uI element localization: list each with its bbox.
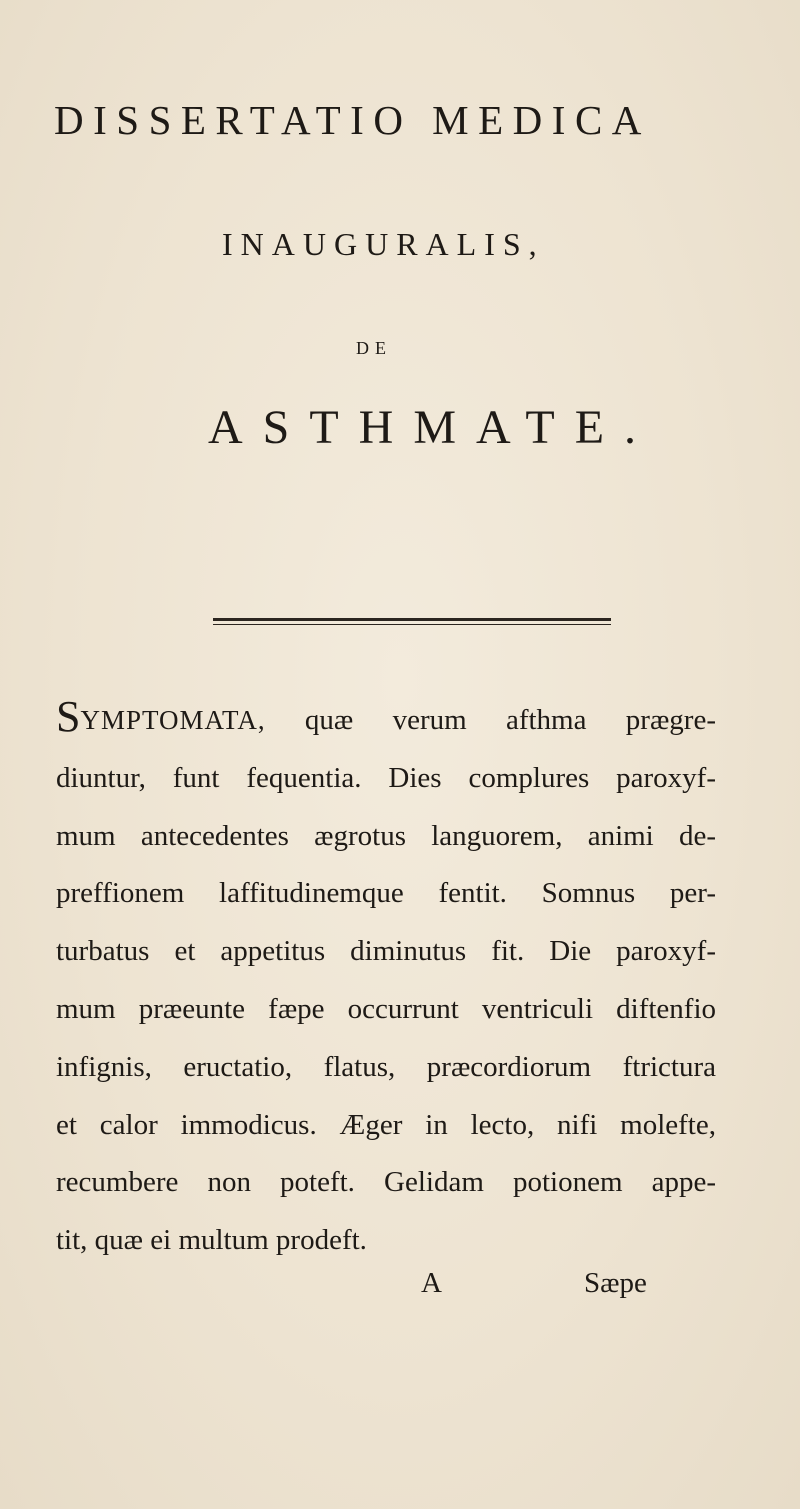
- title-de: DE: [356, 338, 392, 358]
- body-line-9: recumbere non poteft. Gelidam potionem appe-: [56, 1166, 716, 1199]
- body-line-4: preffionem laffitudinemque fentit. Somnus per-: [56, 877, 716, 910]
- body-line-5: turbatus et appetitus diminutus fit. Die paroxyf-: [56, 935, 716, 968]
- body-line-8: et calor immodicus. Æger in lecto, nifi molefte,: [56, 1108, 716, 1141]
- title-asthmate: ASTHMATE.: [208, 401, 657, 454]
- double-rule-divider: [213, 618, 611, 625]
- first-word: YMPTOMATA,: [80, 705, 266, 735]
- body-line-3: mum antecedentes ægrotus languorem, animi de-: [56, 819, 716, 852]
- body-paragraph: [56, 692, 716, 1270]
- body-line-7: infignis, eructatio, flatus, præcordiorum ftrictura: [56, 1050, 716, 1083]
- body-line-6: mum præeunte fæpe occurrunt ventriculi diftenfio: [56, 992, 716, 1025]
- body-line-1: [56, 692, 716, 750]
- catchword: Sæpe: [584, 1267, 647, 1299]
- drop-cap: S: [56, 692, 81, 741]
- title-inauguralis: INAUGURALIS,: [222, 226, 545, 262]
- body-line-10: tit, quæ ei multum prodeft.: [56, 1224, 367, 1257]
- signature-mark: A: [421, 1267, 442, 1299]
- body-line-1-text: quæ verum afthma prægre-: [304, 704, 716, 736]
- title-dissertatio-medica: DISSERTATIO MEDICA: [54, 97, 651, 143]
- body-line-2: diuntur, funt fequentia. Dies complures paroxyf-: [56, 761, 716, 794]
